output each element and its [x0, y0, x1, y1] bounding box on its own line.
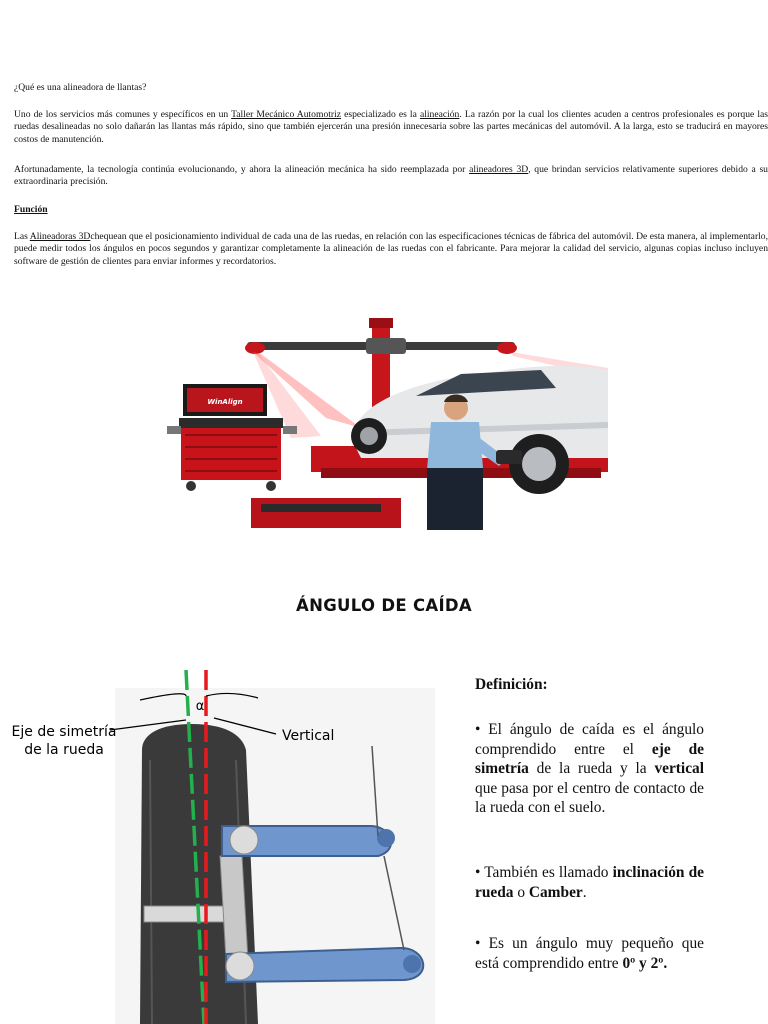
definition-bullet-1 [475, 720, 704, 818]
alineadoras-3d-link[interactable]: Alineadoras 3D [29, 231, 91, 242]
funcion-text-b: chequean que el posicionamiento individual de cada una de las ruedas, en relación con las especificaciones técnicas de fábrica del automóvil. De esta manera, al implementarlo, puede medir todos los ángulos en pocos segundos y garantizar completamente la alineación de las ruedas con el fabricante. Para mejorar la calidad del servicio, algunas copias incluso incluyen software de gestión de clientes para enviar informes y recordatorios. [14, 231, 768, 267]
axis-label-line-2: de la rueda [24, 742, 104, 758]
funcion-text-a: Las [14, 231, 30, 242]
definition-title: Definición: [475, 676, 548, 693]
lower-control-arm [226, 948, 423, 982]
intro-p1-text-a: Uno de los servicios más comunes y específicos en un [14, 109, 232, 120]
axis-label-line-1: Eje de simetría [11, 724, 117, 740]
definition-b1-text-a: El ángulo de caída es el ángulo comprendido entre el [475, 721, 704, 758]
intro-p2-text-a: Afortunadamente, la tecnología continúa evolucionando, y ahora la alineación mecánica ha sido reemplazada por [14, 164, 470, 175]
definition-b2-text-b: o [513, 883, 529, 901]
definition-b3-bold: 0º y 2º. [622, 954, 668, 972]
definition-bullet-2 [475, 863, 704, 902]
alpha-symbol: α [195, 699, 205, 714]
definition-b1-text-c: que pasa por el centro de contacto de la rueda con el suelo. [475, 779, 704, 817]
taller-mecanico-link[interactable]: Taller Mecánico Automotriz [231, 109, 342, 120]
definition-b2-text-a: También es llamado [484, 864, 613, 881]
winalign-screen-text: WinAlign [207, 398, 243, 406]
definition-b2-bold-b: Camber [528, 883, 583, 901]
funcion-paragraph [14, 231, 768, 268]
intro-p1-text-b: especializado es la [341, 109, 420, 120]
intro-paragraph-2 [14, 164, 768, 189]
bullet-dot: • [475, 864, 485, 881]
bullet-dot: • [475, 721, 489, 738]
section-title: ÁNGULO DE CAÍDA [296, 596, 472, 615]
vertical-label: Vertical [282, 728, 335, 744]
definition-b2-bold-a: inclinación de rueda [475, 864, 704, 901]
bullet-dot: • [475, 935, 489, 952]
definition-b3-text-a: Es un ángulo muy pequeño que está comprendido entre [475, 935, 704, 972]
definition-b1-text-b: de la rueda y la [528, 760, 655, 778]
definition-b1-bold-a: eje de simetría [475, 740, 704, 778]
definition-bullet-3 [475, 934, 704, 973]
intro-question: ¿Qué es una alineadora de llantas? [14, 82, 147, 93]
alineadores-3d-link[interactable]: alineadores 3D [469, 164, 529, 175]
definition-b1-bold-b: vertical [654, 760, 704, 778]
intro-p1-text-c: . La razón por la cual los clientes acuden a centros profesionales es porque las ruedas desalineadas no solo dañarán las llantas más rápido, sino que también ejercerán una presión innecesaria sobre las partes mecánicas del automóvil. A la larga, esto se traducirá en mayores costos de manutención. [14, 109, 768, 145]
wheel-aligner-photo [161, 318, 608, 530]
funcion-heading: Función [14, 204, 48, 215]
camber-angle-diagram [0, 660, 440, 1024]
intro-p2-text-b: , que brindan servicios relativamente superiores debido a su extraordinaria precisión. [14, 164, 768, 188]
definition-b2-text-c: . [582, 883, 587, 901]
alineacion-link[interactable]: alineación [419, 109, 460, 120]
intro-paragraph-1 [14, 109, 768, 146]
